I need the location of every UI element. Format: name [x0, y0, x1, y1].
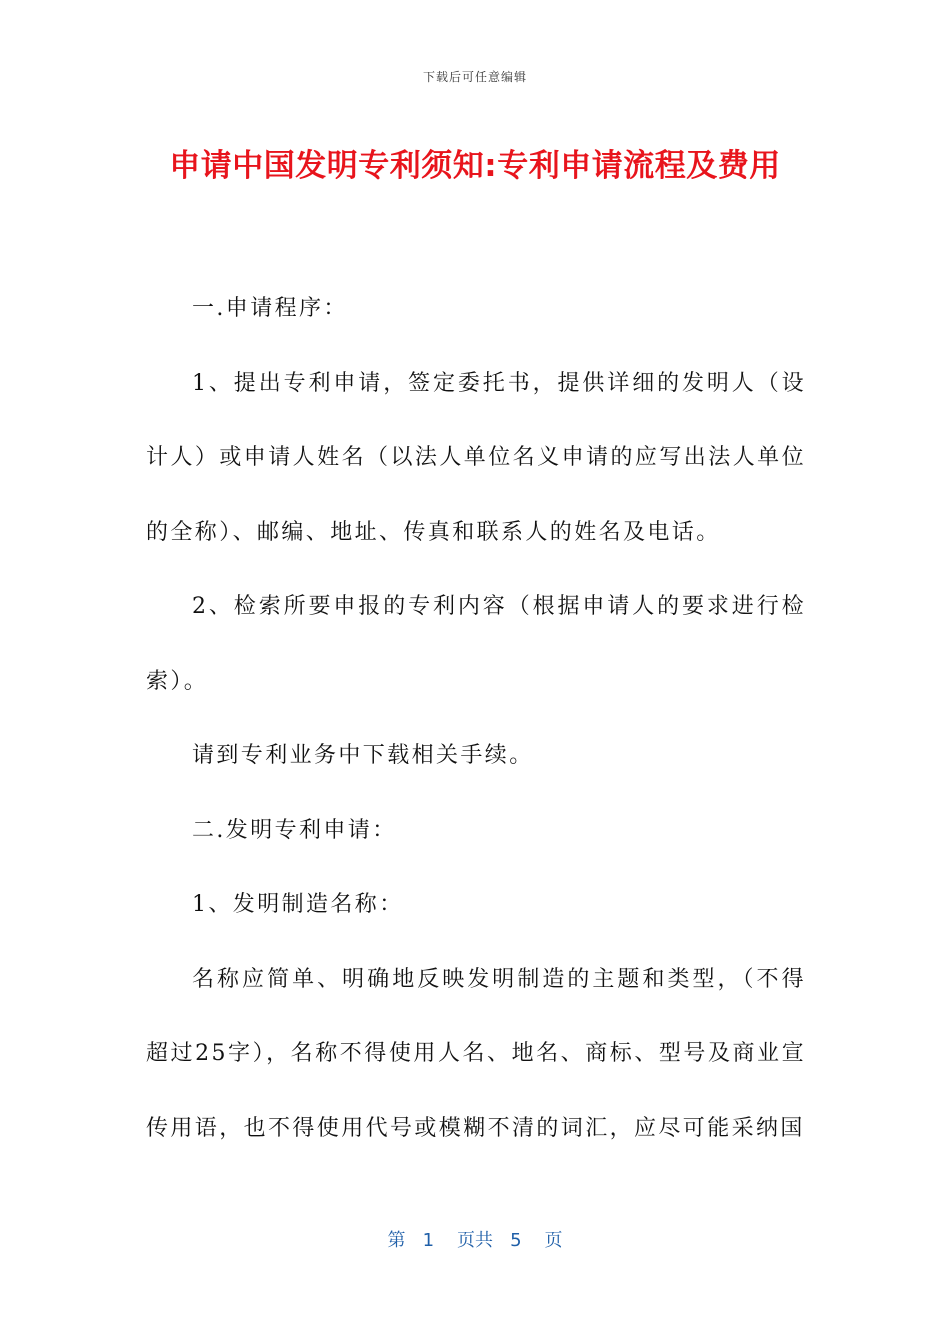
footer-current-page: 1 [422, 1230, 435, 1251]
footer-total-pages: 5 [510, 1230, 522, 1251]
header-note: 下载后可任意编辑 [422, 70, 527, 84]
subheading-invention-name: 1、发明制造名称： [192, 892, 404, 917]
paragraph-name-rules: 名称应简单、明确地反映发明制造的主题和类型，（不得超过25字），名称不得使用人名、地名、商标、型号及商业宣传用语，也不得使用代号或模糊不清的词汇，应尽可能采纳国 [146, 966, 806, 1141]
page-footer [0, 1226, 950, 1252]
footer-suffix: 页 [544, 1230, 563, 1251]
paragraph-step-2: 2、检索所要申报的专利内容（根据申请人的要求进行检索）。 [146, 594, 806, 694]
document-body [146, 272, 806, 1166]
footer-middle: 页共 [457, 1230, 493, 1251]
paragraph-download-note: 请到专利业务中下载相关手续。 [192, 743, 534, 768]
document-title: 申请中国发明专利须知:专利申请流程及费用 [169, 148, 781, 184]
section-heading-invention-application: 二.发明专利申请： [192, 817, 397, 843]
paragraph-step-1: 1、提出专利申请，签定委托书，提供详细的发明人（设计人）或申请人姓名（以法人单位名义申请的应写出法人单位的全称）、邮编、地址、传真和联系人的姓名及电话。 [146, 370, 806, 545]
section-heading-procedure: 一.申请程序： [192, 296, 348, 321]
footer-prefix: 第 [387, 1230, 406, 1251]
